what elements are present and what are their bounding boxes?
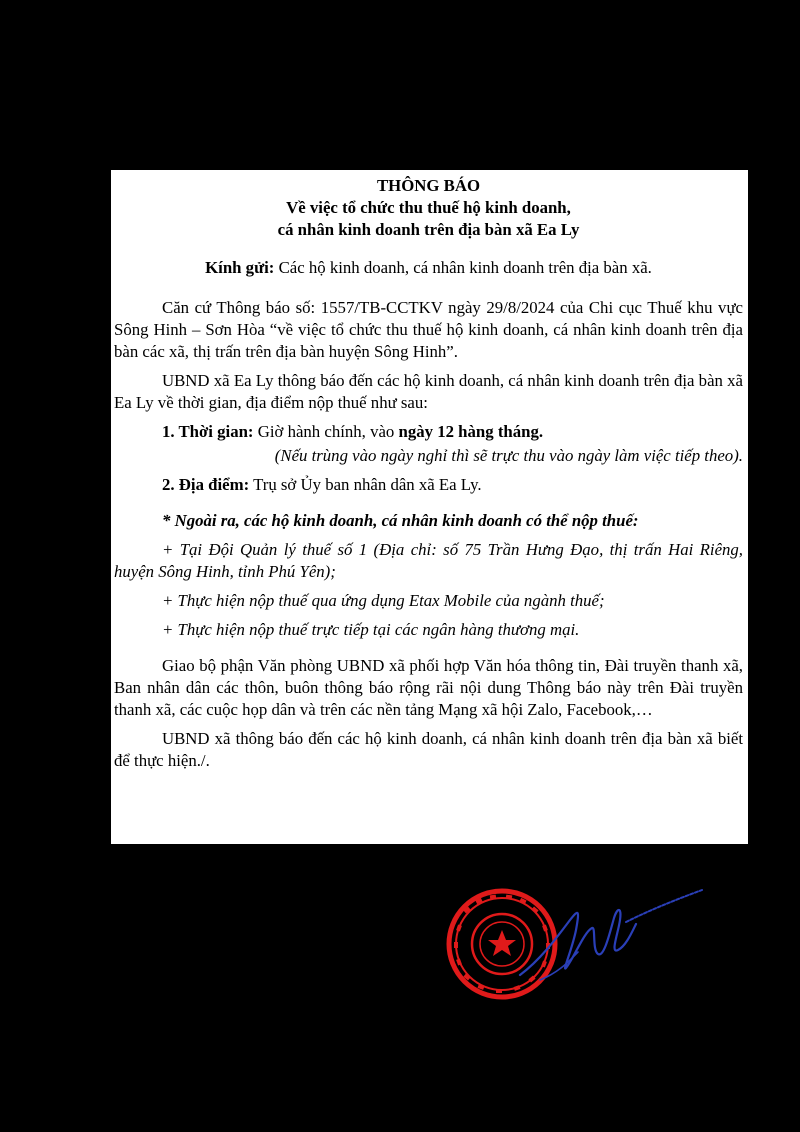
alternative-item-2: + Thực hiện nộp thuế qua ứng dụng Etax Mobile của ngành thuế; [162, 591, 605, 610]
document-subtitle-line2: cá nhân kinh doanh trên địa bàn xã Ea Ly [277, 220, 580, 239]
greeting-text: Các hộ kinh doanh, cá nhân kinh doanh trên địa bàn xã. [274, 258, 652, 277]
item-time [114, 421, 743, 443]
paragraph-basis: Căn cứ Thông báo số: 1557/TB-CCTKV ngày 29/8/2024 của Chi cục Thuế khu vực Sông Hinh – Sơn Hòa “về việc tổ chức thu thuế hộ kinh doanh, cá nhân kinh doanh trên địa bàn các xã, thị trấn trên địa bàn huyện Sông Hinh”. [114, 298, 743, 361]
document-subtitle-line1: Về việc tổ chức thu thuế hộ kinh doanh, [286, 198, 571, 217]
alternatives-heading: * Ngoài ra, các hộ kinh doanh, cá nhân kinh doanh có thể nộp thuế: [162, 511, 639, 530]
alternative-item-3: + Thực hiện nộp thuế trực tiếp tại các ngân hàng thương mại. [162, 620, 580, 639]
document-header [114, 175, 743, 241]
item-time-text: Giờ hành chính, vào [253, 422, 399, 441]
item-place-text: Trụ sở Ủy ban nhân dân xã Ea Ly. [249, 475, 482, 494]
paragraph-closing: UBND xã thông báo đến các hộ kinh doanh, cá nhân kinh doanh trên địa bàn xã biết để thực hiện./. [114, 729, 743, 770]
item-time-note: (Nếu trùng vào ngày nghỉ thì sẽ trực thu vào ngày làm việc tiếp theo). [274, 446, 743, 465]
document-title: THÔNG BÁO [376, 176, 481, 195]
greeting-label: Kính gửi: [205, 258, 275, 277]
item-time-label: 1. Thời gian: [162, 422, 254, 441]
handwritten-signature-icon [500, 880, 710, 1000]
paragraph-announcement: UBND xã Ea Ly thông báo đến các hộ kinh doanh, cá nhân kinh doanh trên địa bàn xã Ea Ly về thời gian, địa điểm nộp thuế như sau: [114, 371, 743, 412]
greeting [114, 257, 743, 279]
paragraph-assignment: Giao bộ phận Văn phòng UBND xã phối hợp Văn hóa thông tin, Đài truyền thanh xã, Ban nhân dân các thôn, buôn thông báo rộng rãi nội dung Thông báo này trên Đài truyền thanh xã, các cuộc họp dân và trên các nền tảng Mạng xã hội Zalo, Facebook,… [114, 656, 743, 719]
document-page [111, 170, 748, 844]
page-edge-divider [111, 844, 748, 850]
item-time-bold: ngày 12 hàng tháng. [398, 422, 544, 441]
item-place [114, 474, 743, 496]
item-place-label: 2. Địa điểm: [162, 475, 250, 494]
alternative-item-1: + Tại Đội Quản lý thuế số 1 (Địa chỉ: số 75 Trần Hưng Đạo, thị trấn Hai Riêng, huyện Sông Hinh, tỉnh Phú Yên); [114, 540, 743, 581]
